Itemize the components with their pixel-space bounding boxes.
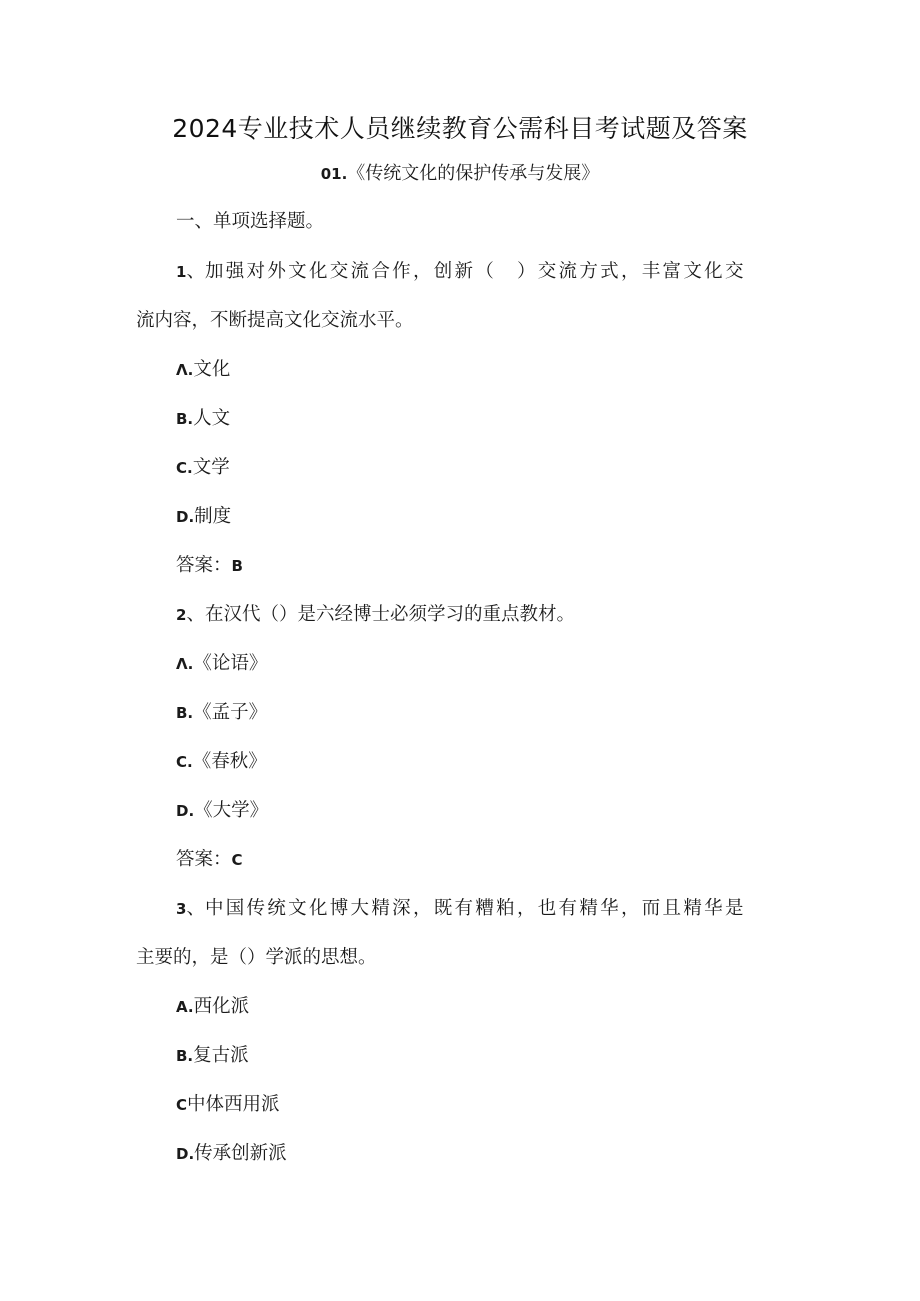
question-3-number: 3 xyxy=(176,900,187,918)
question-3-option-c xyxy=(176,1091,280,1119)
answer-value: B xyxy=(231,557,243,575)
question-1-option-c xyxy=(176,454,230,482)
option-text: 人文 xyxy=(193,408,231,429)
option-label: C xyxy=(176,1096,188,1114)
option-text: 中体西用派 xyxy=(187,1094,280,1115)
question-3-option-b xyxy=(176,1042,249,1070)
question-2-option-d xyxy=(176,797,268,825)
answer-prefix: 答案： xyxy=(176,849,232,870)
question-2-number: 2 xyxy=(176,606,187,624)
question-1-sep: 、 xyxy=(186,261,205,282)
question-2-sep: 、 xyxy=(186,604,205,625)
question-2-option-a xyxy=(176,650,267,678)
option-label: C. xyxy=(176,753,193,771)
option-label: Λ. xyxy=(176,655,194,673)
question-1-text xyxy=(176,258,746,286)
question-1-option-d xyxy=(176,503,231,531)
question-3-option-a xyxy=(176,993,249,1021)
option-label: B. xyxy=(176,410,194,428)
question-2-option-c xyxy=(176,748,267,776)
document-title: 2024专业技术人员继续教育公需科目考试题及答案 xyxy=(172,114,748,143)
option-label: B. xyxy=(176,1047,194,1065)
subtitle-text: 《传统文化的保护传承与发展》 xyxy=(347,163,600,184)
option-label: D. xyxy=(176,1145,195,1163)
question-1-answer xyxy=(176,552,243,580)
option-label: B. xyxy=(176,704,194,722)
question-1-option-a xyxy=(176,356,230,384)
question-3-text xyxy=(176,895,746,923)
question-1-number: 1 xyxy=(176,263,187,281)
option-text: 文化 xyxy=(193,359,231,380)
option-text: 传承创新派 xyxy=(194,1143,287,1164)
question-3-option-d xyxy=(176,1140,287,1168)
section-heading: 一、单项选择题。 xyxy=(176,211,325,232)
subtitle-number: 01. xyxy=(320,165,348,183)
question-1-line2: 流内容，不断提高文化交流水平。 xyxy=(136,310,414,331)
question-3-line2: 主要的，是（）学派的思想。 xyxy=(136,947,377,968)
option-text: 《论语》 xyxy=(193,653,268,674)
answer-prefix: 答案： xyxy=(176,555,232,576)
option-text: 文学 xyxy=(192,457,230,478)
option-text: 《孟子》 xyxy=(193,702,268,723)
question-2-answer xyxy=(176,846,243,874)
option-label: D. xyxy=(176,508,195,526)
question-3-sep: 、 xyxy=(186,898,205,919)
question-3-line1: 中国传统文化博大精深，既有糟粕，也有精华，而且精华是 xyxy=(204,898,746,919)
option-text: 复古派 xyxy=(193,1045,249,1066)
option-text: 制度 xyxy=(194,506,232,527)
option-label: Λ. xyxy=(176,361,194,379)
option-label: A. xyxy=(176,998,194,1016)
option-text: 《大学》 xyxy=(194,800,269,821)
question-1-option-b xyxy=(176,405,230,433)
question-2-line1: 在汉代（）是六经博士必须学习的重点教材。 xyxy=(204,604,575,625)
option-text: 西化派 xyxy=(193,996,250,1017)
question-2-text xyxy=(176,601,575,629)
question-2-option-b xyxy=(176,699,267,727)
document-subtitle xyxy=(0,160,920,188)
option-label: C. xyxy=(176,459,193,477)
answer-value: C xyxy=(231,851,243,869)
option-text: 《春秋》 xyxy=(192,751,267,772)
question-1-line1: 加强对外文化交流合作，创新（ ）交流方式，丰富文化交 xyxy=(204,261,746,282)
option-label: D. xyxy=(176,802,195,820)
